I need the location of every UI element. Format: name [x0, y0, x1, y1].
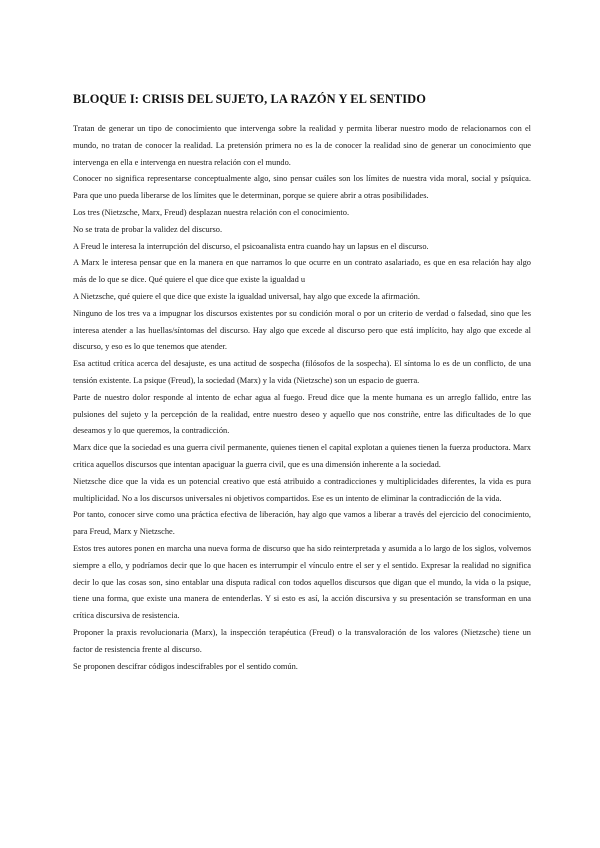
paragraph: A Marx le interesa pensar que en la manera en que narramos lo que ocurre en un contrato asalariado, es que en esa relación hay algo más de lo que se dice. Qué quiere el que dice que existe la igualdad u	[73, 258, 531, 285]
paragraph: Tratan de generar un tipo de conocimiento que intervenga sobre la realidad y permita liberar nuestro modo de relacionarnos con el mundo, no tratan de conocer la realidad. La pretensión primera no es la de conocer la realidad sino de generar un conocimiento que intervenga en ella e intervenga en nuestra relación con el mundo.	[73, 124, 531, 167]
paragraph: Marx dice que la sociedad es una guerra civil permanente, quienes tienen el capital explotan a quienes tienen la fuerza productora. Marx critica aquellos discursos que intentan apaciguar la guerra civil, que es una dimensión inherente a la sociedad.	[73, 443, 531, 469]
paragraph: Estos tres autores ponen en marcha una nueva forma de discurso que ha sido reinterpretada y asumida a lo largo de los siglos, volvemos siempre a ello, y podríamos decir que lo que hacen es interrumpir el vínculo entre el ser y el sentido. Expresar la realidad no significa decir lo que las cosas son, sino entablar una disputa radical con todos aquellos discursos que digan que el mundo, la vida o la psique, tiene una forma, que existe una manera de entenderlas. Y si esto es así, la acción discursiva y su presentación se transforman en una crítica discursiva de resistencia.	[73, 543, 531, 621]
paragraph: No se trata de probar la validez del discurso.	[73, 224, 223, 234]
paragraph: Nietzsche dice que la vida es un potencial creativo que está atribuido a contradicciones y multiplicidades diferentes, la vida es pura multiplicidad. No a los discursos universales ni objetivos compartidos. Ese es un intento de eliminar la contradicción de la vida.	[73, 476, 531, 503]
paragraph: A Nietzsche, qué quiere el que dice que existe la igualdad universal, hay algo que excede la afirmación.	[73, 291, 420, 301]
paragraph: Por tanto, conocer sirve como una práctica efectiva de liberación, hay algo que vamos a liberar a través del ejercicio del conocimiento, para Freud, Marx y Nietzsche.	[73, 510, 531, 537]
paragraph: Parte de nuestro dolor responde al intento de echar agua al fuego. Freud dice que la mente humana es un arreglo fallido, entre las pulsiones del sujeto y la percepción de la realidad, entre nuestro deseo y aquello que nos constriñe, entre las dificultades de lo que deseamos y lo que queremos, la contradicción.	[73, 392, 531, 436]
paragraph: Proponer la praxis revolucionaria (Marx), la inspección terapéutica (Freud) o la transvaloración de los valores (Nietzsche) tiene un factor de resistencia frente al discurso.	[73, 627, 531, 654]
paragraph: Los tres (Nietzsche, Marx, Freud) desplazan nuestra relación con el conocimiento.	[73, 207, 350, 217]
paragraph: Conocer no significa representarse conceptualmente algo, sino pensar cuáles son los límites de nuestra vida moral, social y psíquica. Para que uno pueda liberarse de los límites que le determinan, porque se quiere abrir a otras posibilidades.	[73, 174, 531, 201]
paragraph: Esa actitud crítica acerca del desajuste, es una actitud de sospecha (filósofos de la sospecha). El síntoma lo es de un conflicto, de una tensión existente. La psique (Freud), la sociedad (Marx) y la vida (Nietzsche) son un espacio de guerra.	[73, 359, 531, 385]
paragraph: Se proponen descifrar códigos indescifrables por el sentido común.	[73, 661, 298, 671]
document-body	[73, 92, 531, 675]
document-title: BLOQUE I: CRISIS DEL SUJETO, LA RAZÓN Y EL SENTIDO	[73, 92, 426, 106]
paragraph: A Freud le interesa la interrupción del discurso, el psicoanalista entra cuando hay un lapsus en el discurso.	[73, 241, 429, 251]
paragraph: Ninguno de los tres va a impugnar los discursos existentes por su condición moral o por un criterio de verdad o falsedad, sino que les interesa atender a las huellas/síntomas del discurso. Hay algo que excede al discurso pero que está implícito, hay algo que excede al discurso, y eso es lo que tenemos que atender.	[73, 308, 531, 352]
